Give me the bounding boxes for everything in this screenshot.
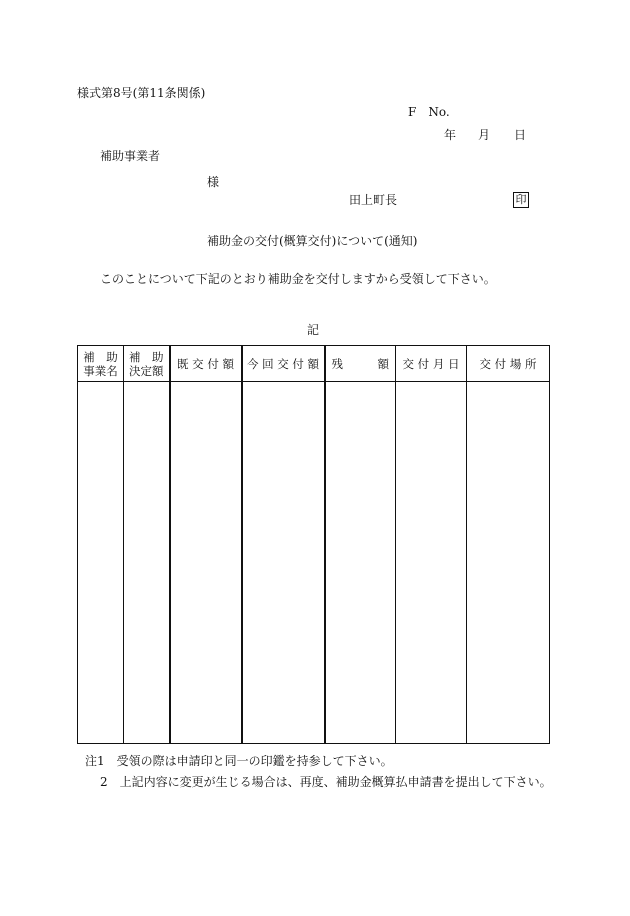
- note-1: 注1 受領の際は申請印と同一の印鑑を持参して下さい。: [85, 754, 393, 768]
- date-month: 月: [478, 128, 491, 142]
- issuer-name: 田上町長: [349, 193, 398, 207]
- header-decided-amount-line2: 決定額: [129, 363, 164, 378]
- header-project-name-line2: 事業名: [83, 363, 118, 378]
- cell-current-amount: [242, 382, 325, 744]
- cell-payment-date: [396, 382, 467, 744]
- grant-table: [77, 345, 550, 744]
- form-number: 様式第8号(第11条関係): [77, 86, 206, 100]
- header-project-name: [78, 346, 124, 382]
- header-current-amount: 今 回 交 付 額: [242, 346, 325, 382]
- date-day: 日: [514, 128, 527, 142]
- cell-payment-place: [467, 382, 550, 744]
- header-decided-amount-line1: 補 助: [129, 349, 164, 364]
- seal-mark: 印: [513, 192, 529, 208]
- note-2: 2 上記内容に変更が生じる場合は、再度、補助金概算払申請書を提出して下さい。: [100, 775, 552, 789]
- date-line: [444, 128, 526, 142]
- cell-remaining-amount: [325, 382, 396, 744]
- header-decided-amount: [124, 346, 170, 382]
- date-year: 年: [444, 128, 457, 142]
- cell-paid-amount: [170, 382, 242, 744]
- cell-decided-amount: [124, 382, 170, 744]
- header-project-name-line1: 補 助: [83, 349, 118, 364]
- cell-project-name: [78, 382, 124, 744]
- honorific: 様: [207, 175, 220, 189]
- header-payment-date: 交 付 月 日: [396, 346, 467, 382]
- header-paid-amount: 既 交 付 額: [170, 346, 242, 382]
- header-remaining-amount: 残 額: [325, 346, 396, 382]
- document-title: 補助金の交付(概算交付)について(通知): [207, 234, 418, 248]
- file-number: F No.: [408, 105, 450, 119]
- table-row: [78, 382, 550, 744]
- recipient-label: 補助事業者: [100, 149, 161, 163]
- ki-heading: 記: [307, 323, 320, 337]
- table-header-row: [78, 346, 550, 382]
- header-payment-place: 交 付 場 所: [467, 346, 550, 382]
- body-text: このことについて下記のとおり補助金を交付しますから受領して下さい。: [100, 272, 496, 286]
